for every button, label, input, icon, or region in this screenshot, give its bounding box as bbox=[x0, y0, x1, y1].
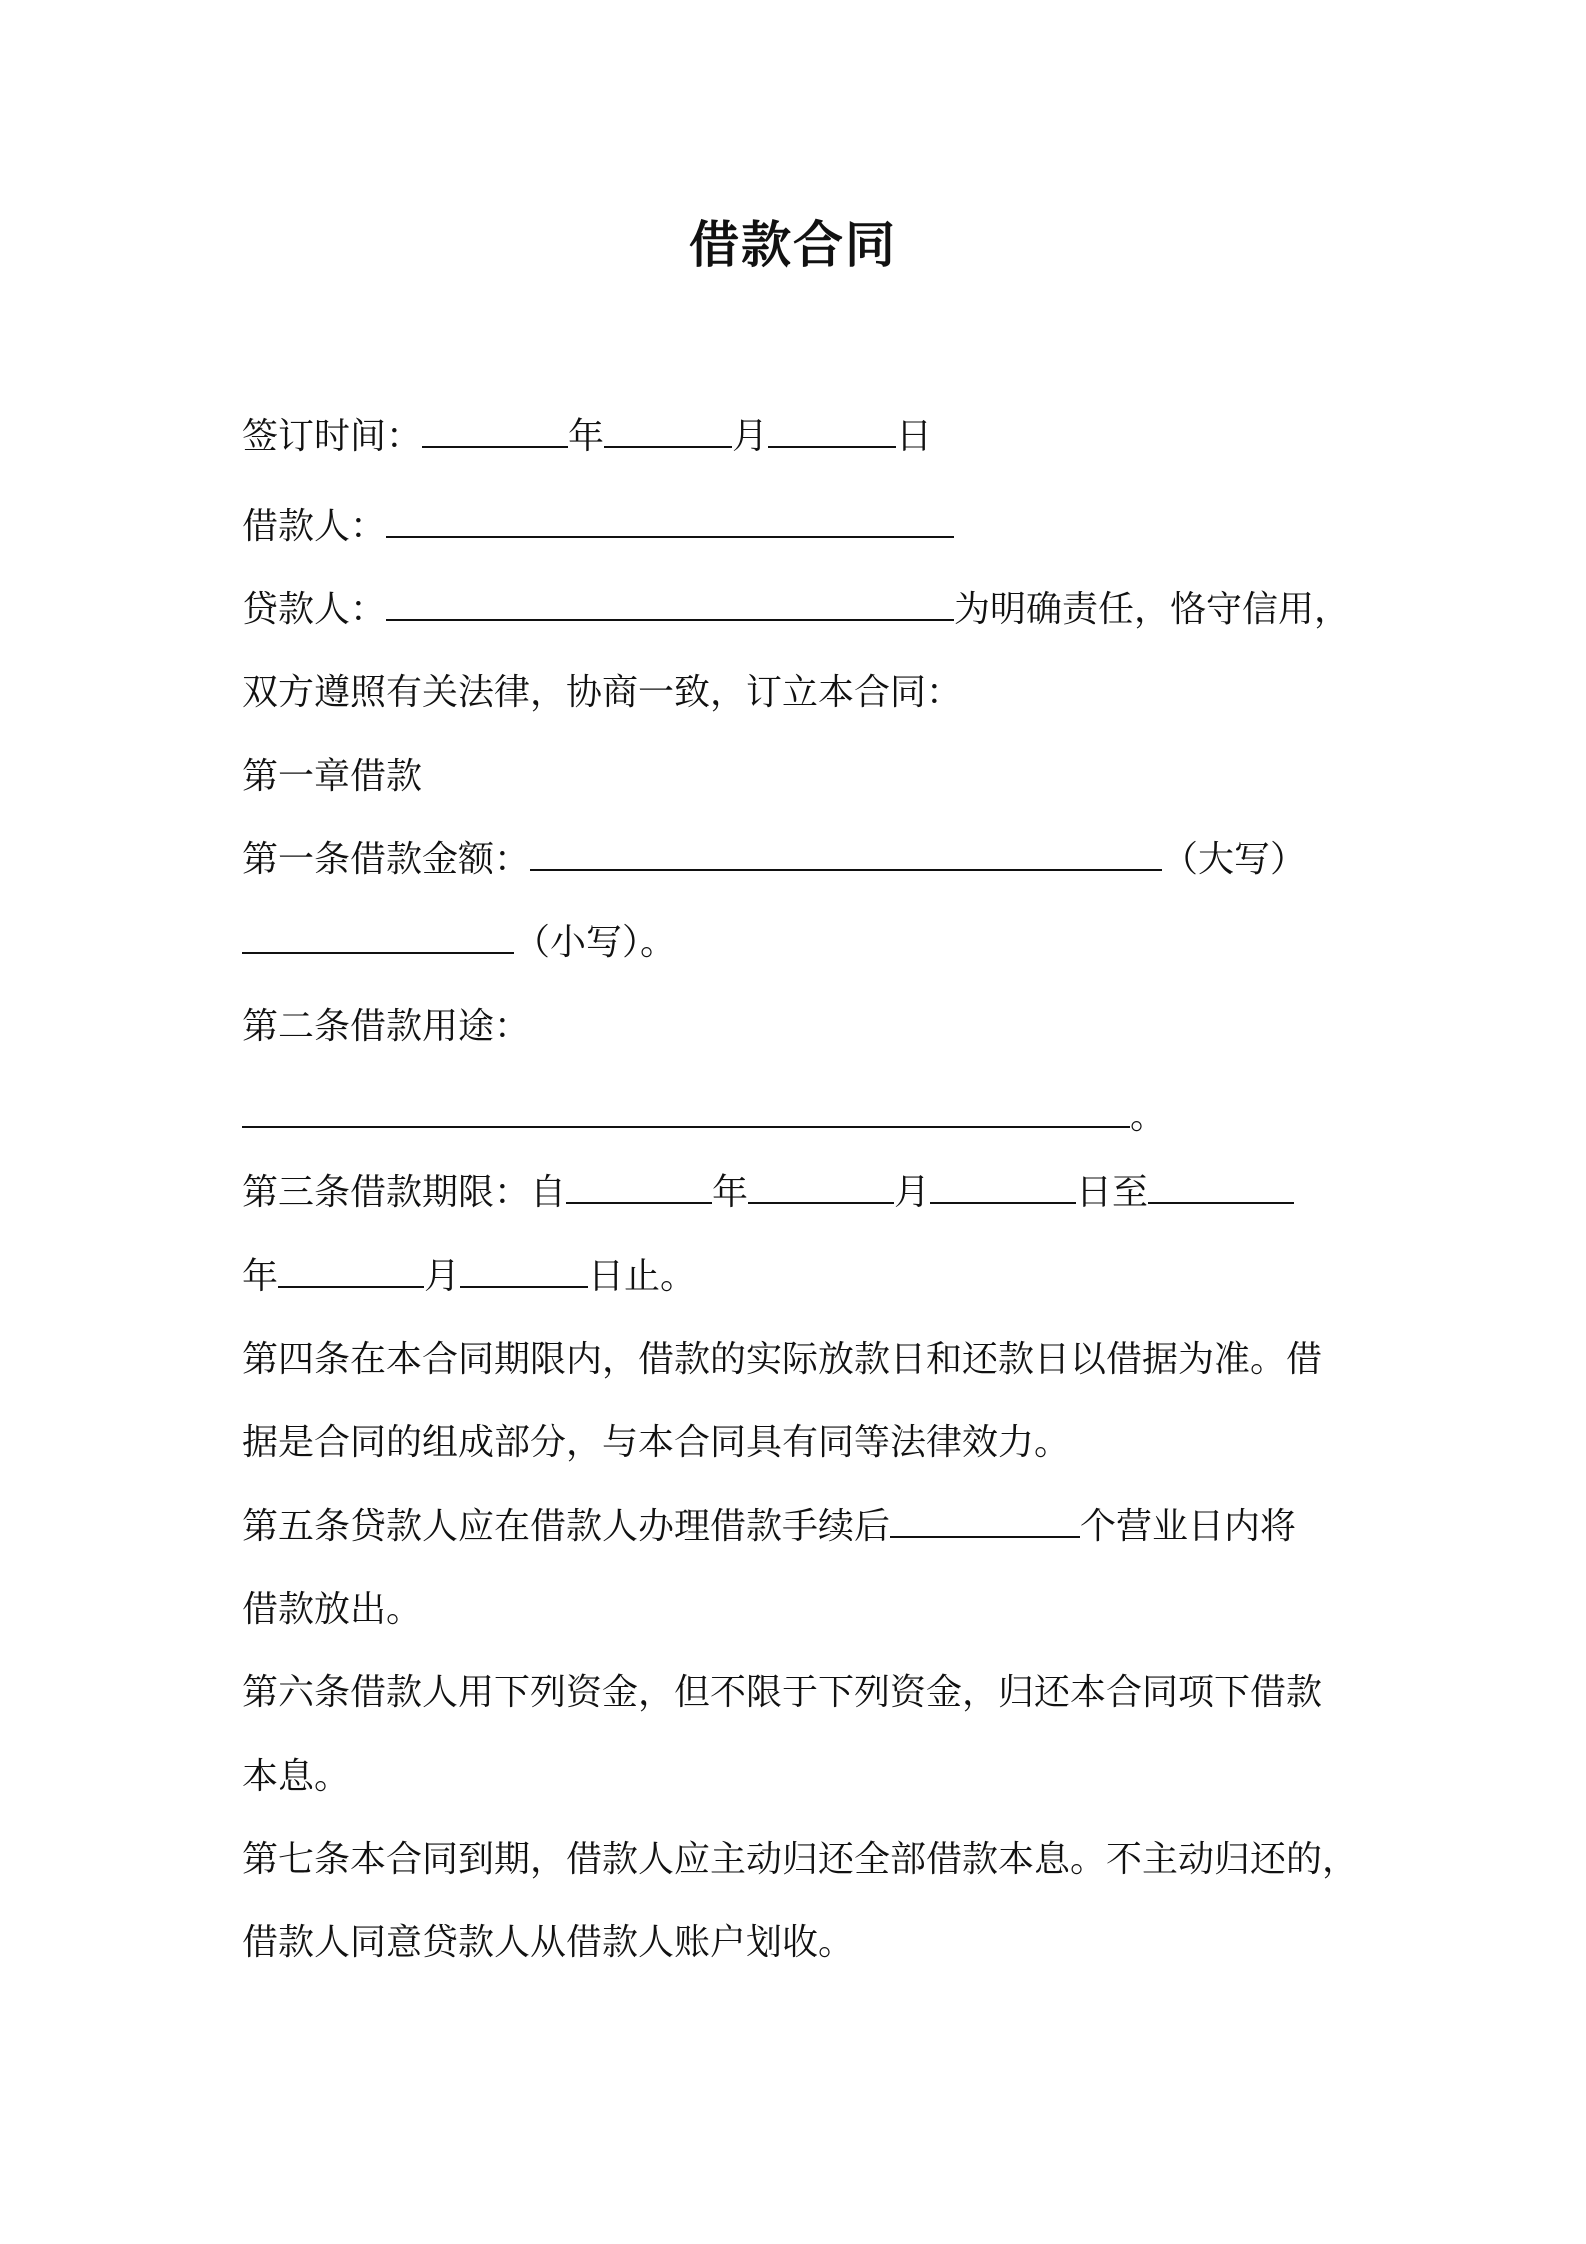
article-2-label: 第二条借款用途： bbox=[242, 1006, 531, 1047]
term-end-year-unit: 年 bbox=[242, 1256, 279, 1297]
lender-suffix: 为明确责任，恪守信用， bbox=[954, 589, 1351, 630]
term-end-month-unit: 月 bbox=[424, 1256, 461, 1297]
article-1-line1 bbox=[242, 835, 1306, 885]
term-day-end: 日止。 bbox=[588, 1256, 697, 1297]
amount-upper-label: （大写） bbox=[1162, 839, 1307, 880]
term-end-year-blank[interactable] bbox=[1148, 1168, 1294, 1204]
lender-label: 贷款人： bbox=[242, 589, 387, 630]
article-7-line1: 第七条本合同到期，借款人应主动归还全部借款本息。不主动归还的， bbox=[242, 1839, 1359, 1880]
term-start-year-unit: 年 bbox=[712, 1172, 749, 1213]
lender-line bbox=[242, 585, 1350, 635]
term-end-day-blank[interactable] bbox=[460, 1252, 588, 1288]
borrower-line bbox=[242, 502, 954, 552]
article-5-line1 bbox=[242, 1502, 1296, 1552]
sign-date-line bbox=[242, 412, 932, 462]
article-2-end: 。 bbox=[1130, 1096, 1167, 1137]
article-4-line1: 第四条在本合同期限内，借款的实际放款日和还款日以借据为准。借 bbox=[242, 1339, 1323, 1380]
sign-year-unit: 年 bbox=[568, 416, 605, 457]
article-6-line2: 本息。 bbox=[242, 1756, 351, 1797]
lender-blank[interactable] bbox=[386, 585, 954, 621]
article-4-line2: 据是合同的组成部分，与本合同具有同等法律效力。 bbox=[242, 1422, 1071, 1463]
document-title: 借款合同 bbox=[689, 216, 897, 274]
article-1-label: 第一条借款金额： bbox=[242, 839, 531, 880]
amount-lower-label: （小写）。 bbox=[514, 922, 677, 963]
borrower-blank[interactable] bbox=[386, 502, 954, 538]
sign-month-unit: 月 bbox=[732, 416, 769, 457]
article-3-line2 bbox=[242, 1252, 696, 1302]
loan-purpose-blank[interactable] bbox=[242, 1092, 1130, 1128]
article-1-line2 bbox=[242, 918, 676, 968]
article-6-line1: 第六条借款人用下列资金，但不限于下列资金，归还本合同项下借款 bbox=[242, 1672, 1323, 1713]
term-day-to: 日至 bbox=[1076, 1172, 1149, 1213]
term-end-month-blank[interactable] bbox=[278, 1252, 424, 1288]
article-5-line2: 借款放出。 bbox=[242, 1589, 423, 1630]
sign-year-blank[interactable] bbox=[422, 412, 568, 448]
article-5-suffix: 个营业日内将 bbox=[1080, 1506, 1297, 1547]
article-3-line1 bbox=[242, 1168, 1294, 1218]
amount-lower-blank[interactable] bbox=[242, 918, 514, 954]
term-start-month-unit: 月 bbox=[894, 1172, 931, 1213]
chapter-heading: 第一章借款 bbox=[242, 756, 423, 797]
preamble-continuation: 双方遵照有关法律，协商一致，订立本合同： bbox=[242, 672, 963, 713]
article-2-line2 bbox=[242, 1092, 1166, 1142]
sign-month-blank[interactable] bbox=[604, 412, 732, 448]
article-5-label: 第五条贷款人应在借款人办理借款手续后 bbox=[242, 1506, 891, 1547]
amount-upper-blank[interactable] bbox=[530, 835, 1162, 871]
article-3-label: 第三条借款期限：自 bbox=[242, 1172, 567, 1213]
borrower-label: 借款人： bbox=[242, 506, 387, 547]
sign-day-blank[interactable] bbox=[768, 412, 896, 448]
article-7-line2: 借款人同意贷款人从借款人账户划收。 bbox=[242, 1922, 855, 1963]
sign-day-unit: 日 bbox=[896, 416, 933, 457]
term-start-month-blank[interactable] bbox=[748, 1168, 894, 1204]
term-start-year-blank[interactable] bbox=[566, 1168, 712, 1204]
business-days-blank[interactable] bbox=[890, 1502, 1080, 1538]
term-start-day-blank[interactable] bbox=[930, 1168, 1076, 1204]
sign-date-label: 签订时间： bbox=[242, 416, 423, 457]
